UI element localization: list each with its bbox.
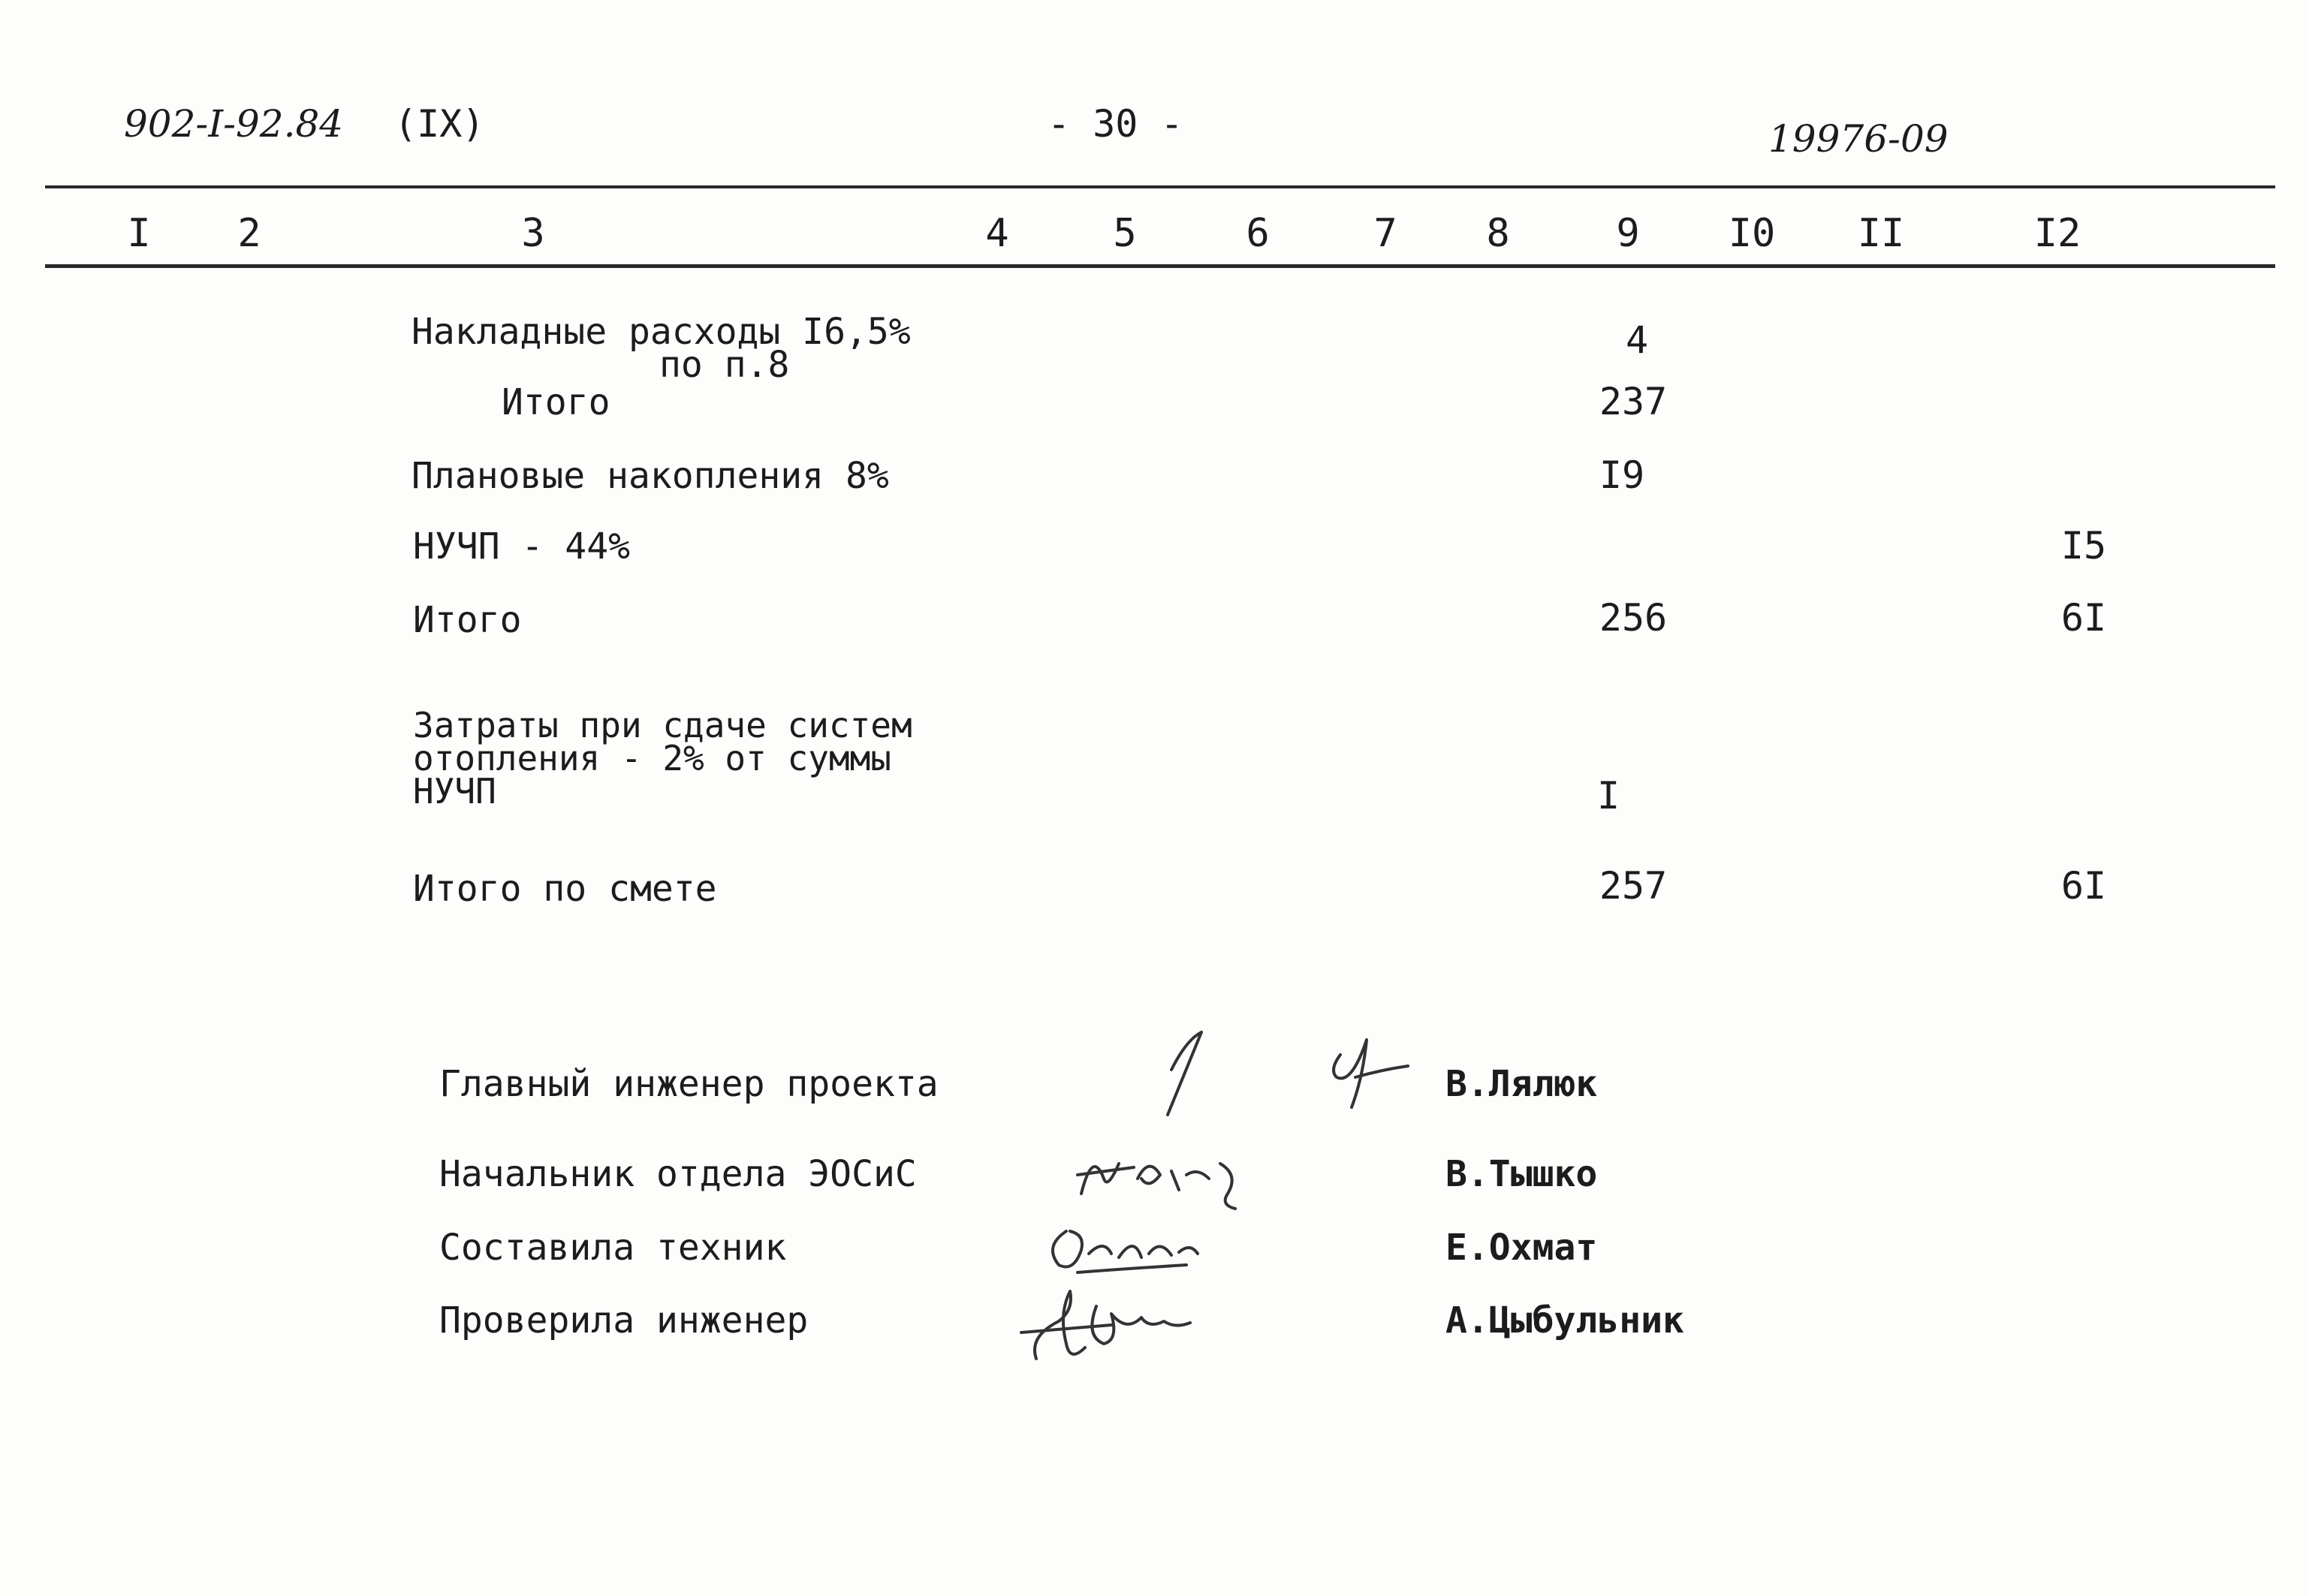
row-handover-label-line3: НУЧП xyxy=(413,771,496,812)
row-grand-total-col9: 257 xyxy=(1599,864,1668,908)
document-code: 902-I-92.84 xyxy=(124,102,344,146)
column-number-3: 3 xyxy=(521,211,545,256)
row-grand-total-label: Итого по смете xyxy=(413,868,717,910)
column-number-2: 2 xyxy=(237,211,261,256)
column-number-4: 4 xyxy=(985,211,1009,256)
handwritten-signature-chief-engineer xyxy=(1126,1025,1442,1122)
header-top-rule xyxy=(45,185,2275,188)
document-code-suffix: (IX) xyxy=(394,102,485,146)
column-number-5: 5 xyxy=(1113,211,1137,256)
row-handover-label-line2: отопления - 2% от суммы xyxy=(413,738,891,778)
signature-role-checked-by: Проверила инженер xyxy=(439,1299,809,1342)
row-handover-label-line1: Затраты при сдаче систем xyxy=(413,705,912,745)
row-nuchp-label: НУЧП - 44% xyxy=(413,525,630,568)
row-planned-savings-label: Плановые накопления 8% xyxy=(411,455,889,497)
column-number-12: I2 xyxy=(2033,211,2081,256)
header-bottom-rule xyxy=(45,264,2275,268)
archive-number: 19976-09 xyxy=(1768,117,1949,161)
signature-name-department-head: В.Тышко xyxy=(1445,1153,1598,1195)
signature-name-compiled-by: Е.Охмат xyxy=(1445,1227,1598,1269)
row-handover-col9: I xyxy=(1596,774,1620,818)
column-number-7: 7 xyxy=(1373,211,1397,256)
row-overhead-label: Накладные расходы I6,5% xyxy=(411,311,911,353)
handwritten-signature-department-head xyxy=(1066,1134,1262,1216)
signature-name-chief-engineer: В.Лялюк xyxy=(1445,1063,1598,1105)
handwritten-signature-compiled-by xyxy=(1036,1209,1231,1284)
row-total-col12: 6I xyxy=(2060,596,2107,640)
signature-role-compiled-by: Составила техник xyxy=(439,1227,787,1269)
column-number-10: I0 xyxy=(1728,211,1776,256)
column-number-9: 9 xyxy=(1616,211,1640,256)
row-total-label: Итого xyxy=(413,599,522,641)
column-number-6: 6 xyxy=(1246,211,1270,256)
row-nuchp-col12: I5 xyxy=(2060,524,2107,568)
handwritten-signature-checked-by xyxy=(1014,1276,1239,1374)
row-subtotal-label: Итого xyxy=(502,381,610,423)
signature-name-checked-by: А.Цыбульник xyxy=(1445,1299,1684,1342)
column-number-1: I xyxy=(127,211,151,256)
row-grand-total-col12: 6I xyxy=(2060,864,2107,908)
row-total-col9: 256 xyxy=(1599,596,1668,640)
row-subtotal-col9: 237 xyxy=(1599,380,1668,423)
row-planned-savings-col9: I9 xyxy=(1599,453,1645,497)
signature-role-department-head: Начальник отдела ЭОСиС xyxy=(439,1153,917,1195)
column-number-8: 8 xyxy=(1486,211,1510,256)
page-number: - 30 - xyxy=(1047,102,1183,146)
column-number-11: II xyxy=(1857,211,1905,256)
row-overhead-col9: 4 xyxy=(1625,318,1649,362)
row-overhead-label-line2: по п.8 xyxy=(659,344,790,386)
signature-role-chief-engineer: Главный инженер проекта xyxy=(439,1063,939,1105)
